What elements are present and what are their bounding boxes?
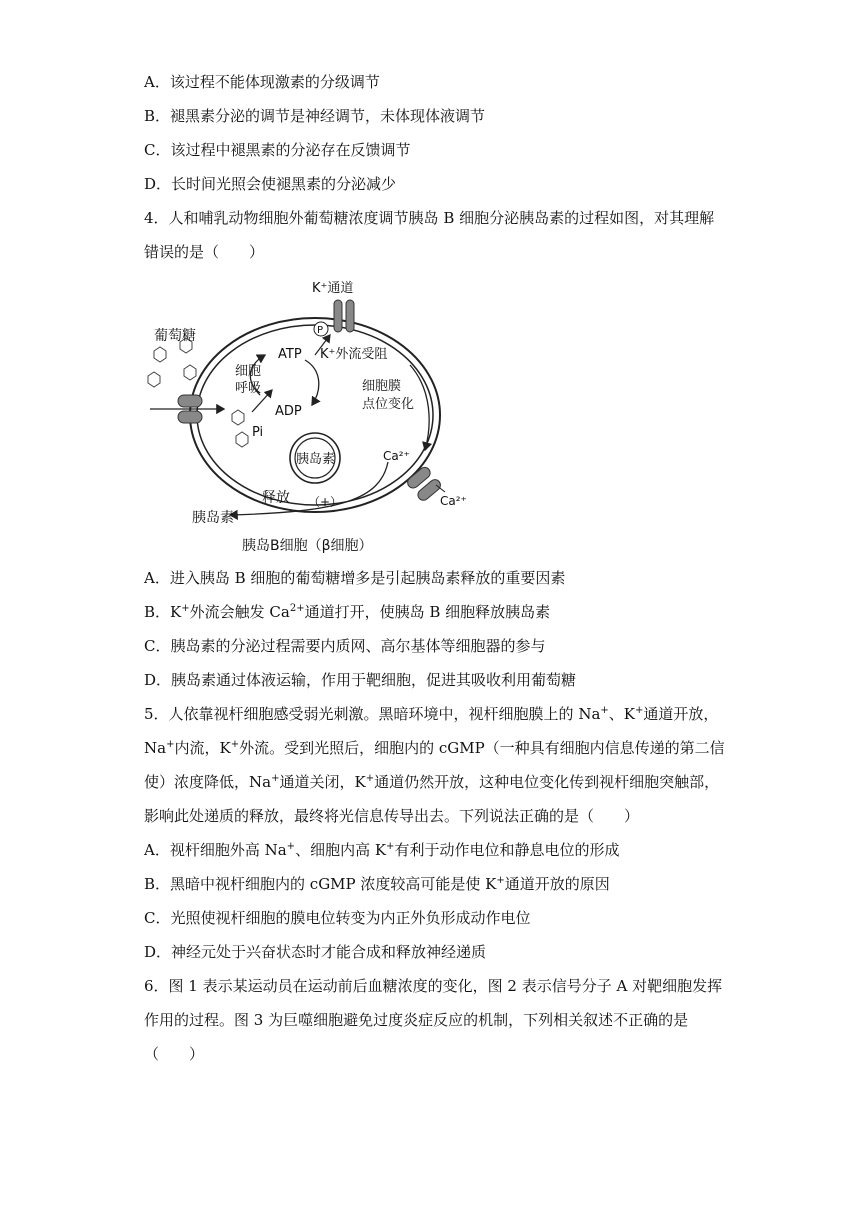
membrane-change-label-1: 细胞膜 xyxy=(362,379,402,394)
adp-label: ADP xyxy=(275,404,302,419)
q5-option-a: A．视杆细胞外高 Na+、细胞内高 K+有利于动作电位和静息电位的形成 xyxy=(144,841,620,859)
atp-to-adp-arrow xyxy=(305,360,319,405)
ca-outside-label: Ca²⁺ xyxy=(440,494,467,508)
q6-stem-line1: 6．图 1 表示某运动员在运动前后血糖浓度的变化，图 2 表示信号分子 A 对靶细胞发挥 xyxy=(144,977,723,995)
k-channel-label: K⁺通道 xyxy=(312,281,354,296)
respiration-label-1: 细胞 xyxy=(235,364,262,379)
atp-label: ATP xyxy=(278,347,302,362)
q3-option-b: B．褪黑素分泌的调节是神经调节，未体现体液调节 xyxy=(144,107,486,125)
q3-option-a: A．该过程不能体现激素的分级调节 xyxy=(144,73,380,91)
q5-stem-line3: 使）浓度降低，Na+通道关闭，K+通道仍然开放，这种电位变化传到视杆细胞突触部， xyxy=(144,773,720,791)
phosphate-label: P xyxy=(317,325,324,336)
glucose-molecules-icon xyxy=(148,338,248,447)
glucose-label: 葡萄糖 xyxy=(154,328,196,344)
q5-stem-line4: 影响此处递质的释放，最终将光信息传导出去。下列说法正确的是（ ） xyxy=(144,807,640,825)
q5-stem-line1: 5．人依靠视杆细胞感受弱光刺激。黑暗环境中，视杆细胞膜上的 Na+、K+通道开放， xyxy=(144,705,719,723)
plus-label: （+） xyxy=(308,495,343,509)
k-efflux-label: K⁺外流受阻 xyxy=(320,347,388,362)
q5-option-b: B．黑暗中视杆细胞内的 cGMP 浓度较高可能是使 K+通道开放的原因 xyxy=(144,875,610,893)
q3-option-c: C．该过程中褪黑素的分泌存在反馈调节 xyxy=(144,141,411,159)
q5-option-d: D．神经元处于兴奋状态时才能合成和释放神经递质 xyxy=(144,943,487,961)
q5-option-c: C．光照使视杆细胞的膜电位转变为内正外负形成动作电位 xyxy=(144,909,531,927)
q6-stem-line3: （ ） xyxy=(144,1045,205,1063)
q5-stem-line2: Na+内流，K+外流。受到光照后，细胞内的 cGMP（一种具有细胞内信息传递的第二信 xyxy=(144,739,725,757)
membrane-change-label-2: 点位变化 xyxy=(362,397,415,412)
q4-option-a: A．进入胰岛 B 细胞的葡萄糖增多是引起胰岛素释放的重要因素 xyxy=(144,569,566,587)
pi-label: Pi xyxy=(252,425,264,440)
q4-option-c: C．胰岛素的分泌过程需要内质网、高尔基体等细胞器的参与 xyxy=(144,637,546,655)
q6-stem-line2: 作用的过程。图 3 为巨噬细胞避免过度炎症反应的机制，下列相关叙述不正确的是 xyxy=(144,1011,689,1029)
respiration-label-2: 呼吸 xyxy=(235,381,262,396)
release-label: 释放 xyxy=(262,490,290,506)
q4-option-b: B．K+外流会触发 $Ca^{2+}$通道打开，使胰岛 B 细胞释放胰岛素 xyxy=(144,603,551,621)
insulin-vesicle-label: 胰岛素 xyxy=(296,452,336,467)
insulin-out-label: 胰岛素 xyxy=(192,510,234,526)
ca-channel-icon xyxy=(405,465,442,502)
q4-stem-line2: 错误的是（ ） xyxy=(144,243,265,261)
beta-cell-diagram xyxy=(140,270,470,560)
q4-stem-line1: 4．人和哺乳动物细胞外葡萄糖浓度调节胰岛 B 细胞分泌胰岛素的过程如图，对其理解 xyxy=(144,209,715,227)
q4-option-d: D．胰岛素通过体液运输，作用于靶细胞，促进其吸收利用葡萄糖 xyxy=(144,671,577,689)
q3-option-d: D．长时间光照会使褪黑素的分泌减少 xyxy=(144,175,397,193)
ca-inside-label: Ca²⁺ xyxy=(383,449,410,463)
figure-caption: 胰岛B细胞（β细胞） xyxy=(242,538,373,554)
